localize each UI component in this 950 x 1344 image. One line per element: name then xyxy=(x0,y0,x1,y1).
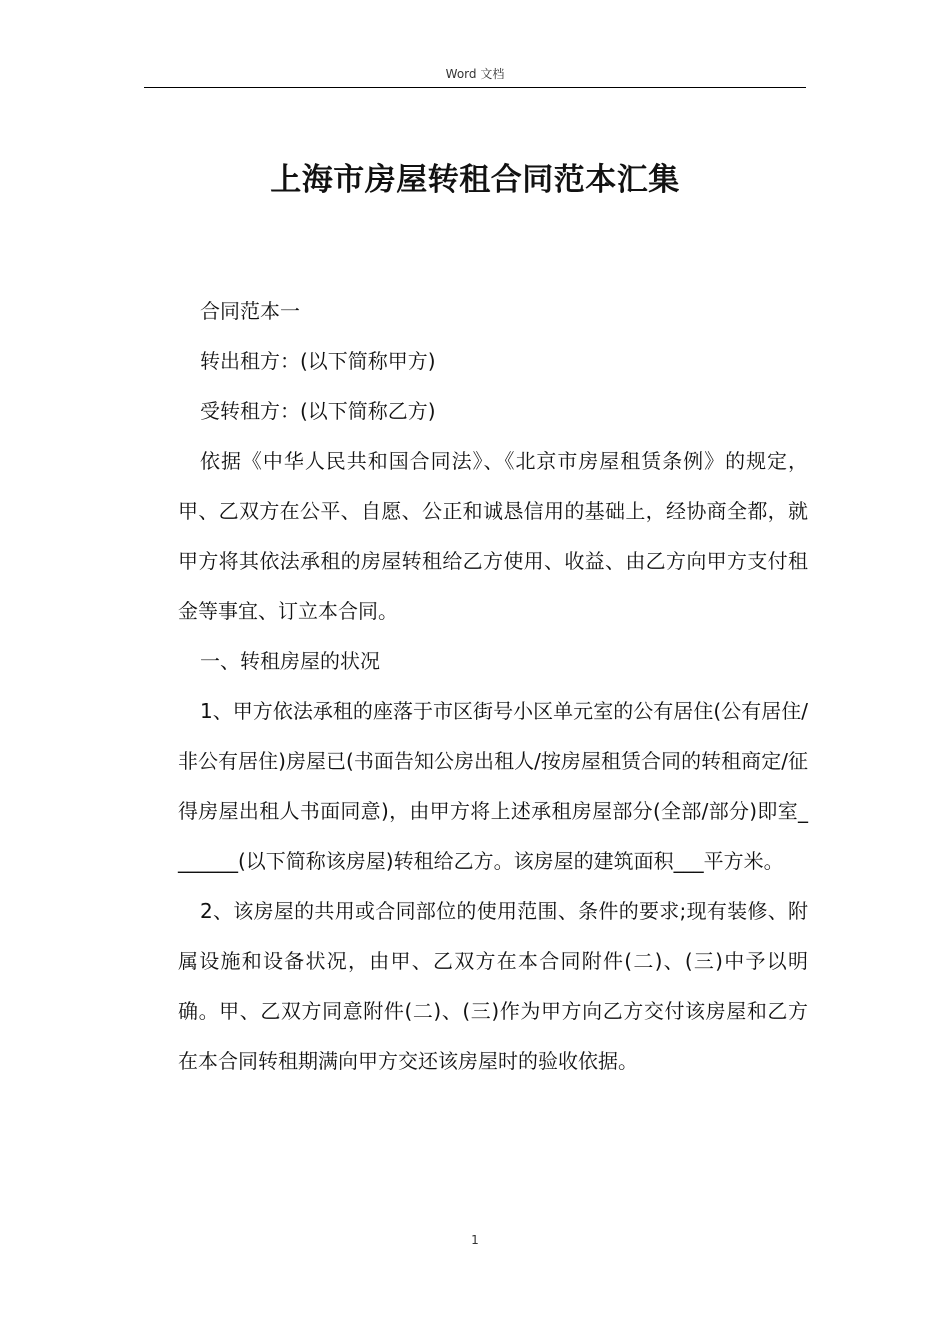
section-heading-property-status: 一、转租房屋的状况 xyxy=(200,649,380,673)
paragraph-preamble: 依据《中华人民共和国合同法》、《北京市房屋租赁条例》的规定，甲、乙双方在公平、自愿、公正和诚恳信用的基础上，经协商全都，就甲方将其依法承租的房屋转租给乙方使用、收益、由乙方向甲方支付租金等事宜、订立本合同。 xyxy=(178,449,808,623)
document-body xyxy=(178,286,808,1086)
paragraph-template-heading: 合同范本一 xyxy=(200,299,300,323)
page-number: 1 xyxy=(471,1233,479,1247)
clause-1: 1、甲方依法承租的座落于市区街号小区单元室的公有居住(公有居住/非公有居住)房屋已(书面告知公房出租人/按房屋租赁合同的转租商定/征得房屋出租人书面同意)，由甲方将上述承租房屋部分(全部/部分)即室_______(以下简称该房屋)转租给乙方。该房屋的建筑面积___平方米。 xyxy=(178,699,808,873)
paragraph-lessor: 转出租方：(以下简称甲方) xyxy=(200,349,436,373)
header-divider xyxy=(144,87,806,88)
page-header-label: Word 文档 xyxy=(445,67,505,81)
paragraph-lessee: 受转租方：(以下简称乙方) xyxy=(200,399,436,423)
clause-2: 2、该房屋的共用或合同部位的使用范围、条件的要求;现有装修、附属设施和设备状况，由甲、乙双方在本合同附件(二)、(三)中予以明确。甲、乙双方同意附件(二)、(三)作为甲方向乙方交付该房屋和乙方在本合同转租期满向甲方交还该房屋时的验收依据。 xyxy=(178,899,808,1073)
document-title: 上海市房屋转租合同范本汇集 xyxy=(270,162,680,198)
